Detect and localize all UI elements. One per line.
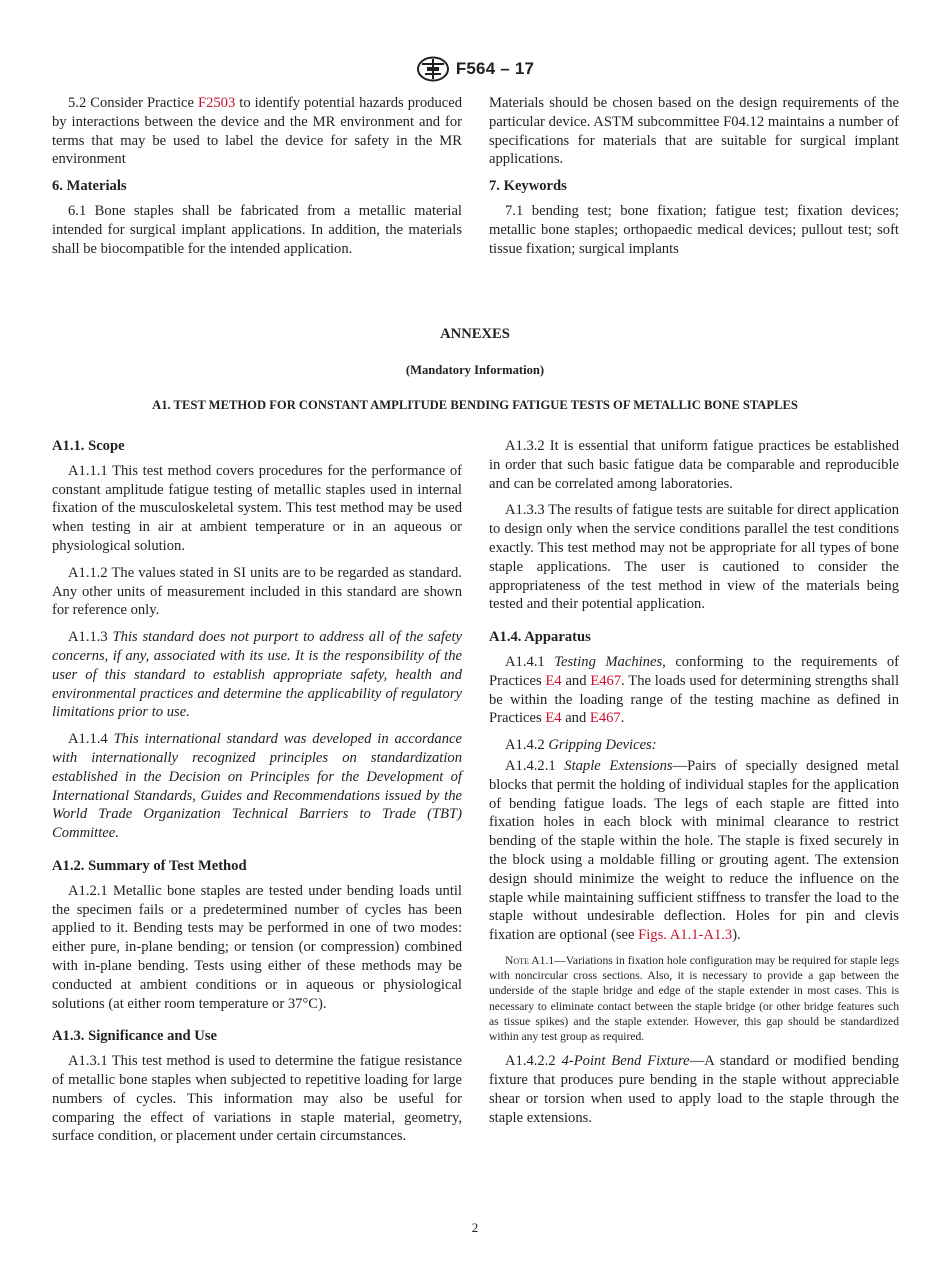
paragraph-a1-3-2: A1.3.2 It is essential that uniform fatigue practices be established in order that such basic fatigue data be comparable and reproducible and can be correlated among laboratories. <box>489 438 899 492</box>
link-e4[interactable]: E4 <box>545 710 562 727</box>
paragraph-a1-1-2: A1.1.2 The values stated in SI units are to be regarded as standard. Any other units of measurement included in this standard are shown for reference only. <box>52 564 462 619</box>
paragraph-a1-1-3: A1.1.3 This standard does not purport to address all of the safety concerns, if any, associated with its use. It is the responsibility of the user of this standard to establish appropriate safety, health and environmental practices and determine the applicability of regulatory limitations prior to use. <box>52 629 462 721</box>
astm-logo-icon <box>416 56 450 82</box>
paragraph-a1-1-4: A1.1.4 This international standard was developed in accordance with internationally recognized principles on standardization established in the Decision on Principles for the Development of International Standards, Guides and Recommendations issued by the World Trade Organization Technical Barriers to Trade (TBT) Committee. <box>52 731 462 842</box>
heading-a1-4: A1.4. Apparatus <box>489 629 591 646</box>
paragraph-materials-cont: Materials should be chosen based on the design requirements of the particular device. ASTM subcommittee F04.12 maintains a number of specifications for materials that are suitable for surgical implant applications. <box>489 95 899 168</box>
link-e4[interactable]: E4 <box>545 672 562 689</box>
paragraph-6-1: 6.1 Bone staples shall be fabricated from a metallic material intended for surgical implant applications. In addition, the materials shall be biocompatible for the intended application. <box>52 202 462 257</box>
link-f2503[interactable]: F2503 <box>197 95 236 111</box>
paragraph-a1-3-3: A1.3.3 The results of fatigue tests are suitable for direct application to design only when the service conditions parallel the test conditions exactly. This test method may not be appropriate for all types of bone staple applications. The user is cautioned to consider the appropriateness of the test method in view of the materials being tested and their potential application. <box>489 502 899 613</box>
paragraph-a1-4-2-1: A1.4.2.1 Staple Extensions—Pairs of specially designed metal blocks that permit the holding of individual staples for the application of bending fatigue loads. The legs of each staple are fitted into fixation holes in each block with minimal clearance to restrict bending of the staple within the hole. The staple is fixed securely in the block using a moldable filling or grouting agent. The extension design should minimize the weight to reduce the influence on the staple while maintaining sufficient stiffness to transfer the load to the staple without undesirable deflection. Holes for pin and clevis fixation are optional (see Figs. A1.1-A1.3). <box>489 757 899 944</box>
note-a1-1: Note A1.1—Variations in fixation hole configuration may be required for staple legs with noncircular cross sections. Also, it is necessary to provide a gap between the underside of the staple bridge and edge of the staple extender in most cases. This is necessary to eliminate contact between the staple bridge (or other bridge features such as tissue spikes) and the staple extender. However, this gap should be standardized within any test group as required. <box>489 953 899 1043</box>
document-id: F564 – 17 <box>455 59 535 78</box>
link-figs-a1-1-a1-3[interactable]: Figs. A1.1-A1.3 <box>638 927 733 944</box>
paragraph-a1-3-1: A1.3.1 This test method is used to determine the fatigue resistance of metallic bone staples when subjected to repetitive loading for large numbers of cycles. This information may also be useful for comparing the effect of variations in staple material, geometry, surface condition, or placement under certain circumstances. <box>52 1053 462 1145</box>
heading-a1-2: A1.2. Summary of Test Method <box>52 857 247 874</box>
column-left-top <box>52 94 462 266</box>
annexes-title: ANNEXES <box>440 326 510 342</box>
paragraph-a1-1-1: A1.1.1 This test method covers procedures for the performance of constant amplitude fatigue testing of metallic staples used in internal fixation of the musculoskeletal system. This test method may be used when testing in air at ambient temperature or in an aqueous or physiological solution. <box>52 462 462 554</box>
paragraph-a1-4-2: A1.4.2 Gripping Devices: <box>505 737 657 754</box>
paragraph-a1-4-1: A1.4.1 Testing Machines, conforming to the requirements of Practices E4 and E467. The loads used for determining strengths shall be within the loading range of the testing machine as defined in Practices E4 and E467. <box>489 653 899 727</box>
mandatory-info: (Mandatory Information) <box>405 363 545 377</box>
heading-materials: 6. Materials <box>52 178 127 195</box>
paragraph-a1-2-1: A1.2.1 Metallic bone staples are tested under bending loads until the specimen fails or a predetermined number of cycles has been applied to it. Bending tests may be performed in one of two modes: either pure, in-plane bending; or tension (or compression) combined with in-plane bending. Tests using either of these methods may be conducted at ambient conditions or in aqueous or physiological solutions (at either room temperature or 37°C). <box>52 882 462 1012</box>
column-right-annex <box>489 437 899 1135</box>
page-header <box>0 56 950 82</box>
heading-a1-3: A1.3. Significance and Use <box>52 1028 217 1045</box>
paragraph-a1-4-2-2: A1.4.2.2 4-Point Bend Fixture—A standard or modified bending fixture that produces pure bending in the staple without appreciable shear or torsion when used to apply load to the staple through the staple extensions. <box>489 1053 899 1126</box>
annex-a1-title: A1. TEST METHOD FOR CONSTANT AMPLITUDE BENDING FATIGUE TESTS OF METALLIC BONE STAPLES <box>152 398 798 412</box>
link-e467[interactable]: E467 <box>589 710 621 727</box>
paragraph-7-1: 7.1 bending test; bone fixation; fatigue test; fixation devices; metallic bone staples; orthopaedic medical devices; pullout test; soft tissue fixation; surgical implants <box>489 202 899 257</box>
column-left-annex <box>52 437 462 1154</box>
link-e467[interactable]: E467 <box>590 672 622 689</box>
paragraph-5-2: 5.2 Consider Practice F2503 to identify potential hazards produced by interactions between the device and the MR environment and for terms that may be used to label the device for safety in the MR environment <box>52 95 462 168</box>
page-number: 2 <box>471 1220 479 1235</box>
heading-keywords: 7. Keywords <box>489 178 567 195</box>
heading-a1-1: A1.1. Scope <box>52 438 125 454</box>
column-right-top <box>489 94 899 266</box>
